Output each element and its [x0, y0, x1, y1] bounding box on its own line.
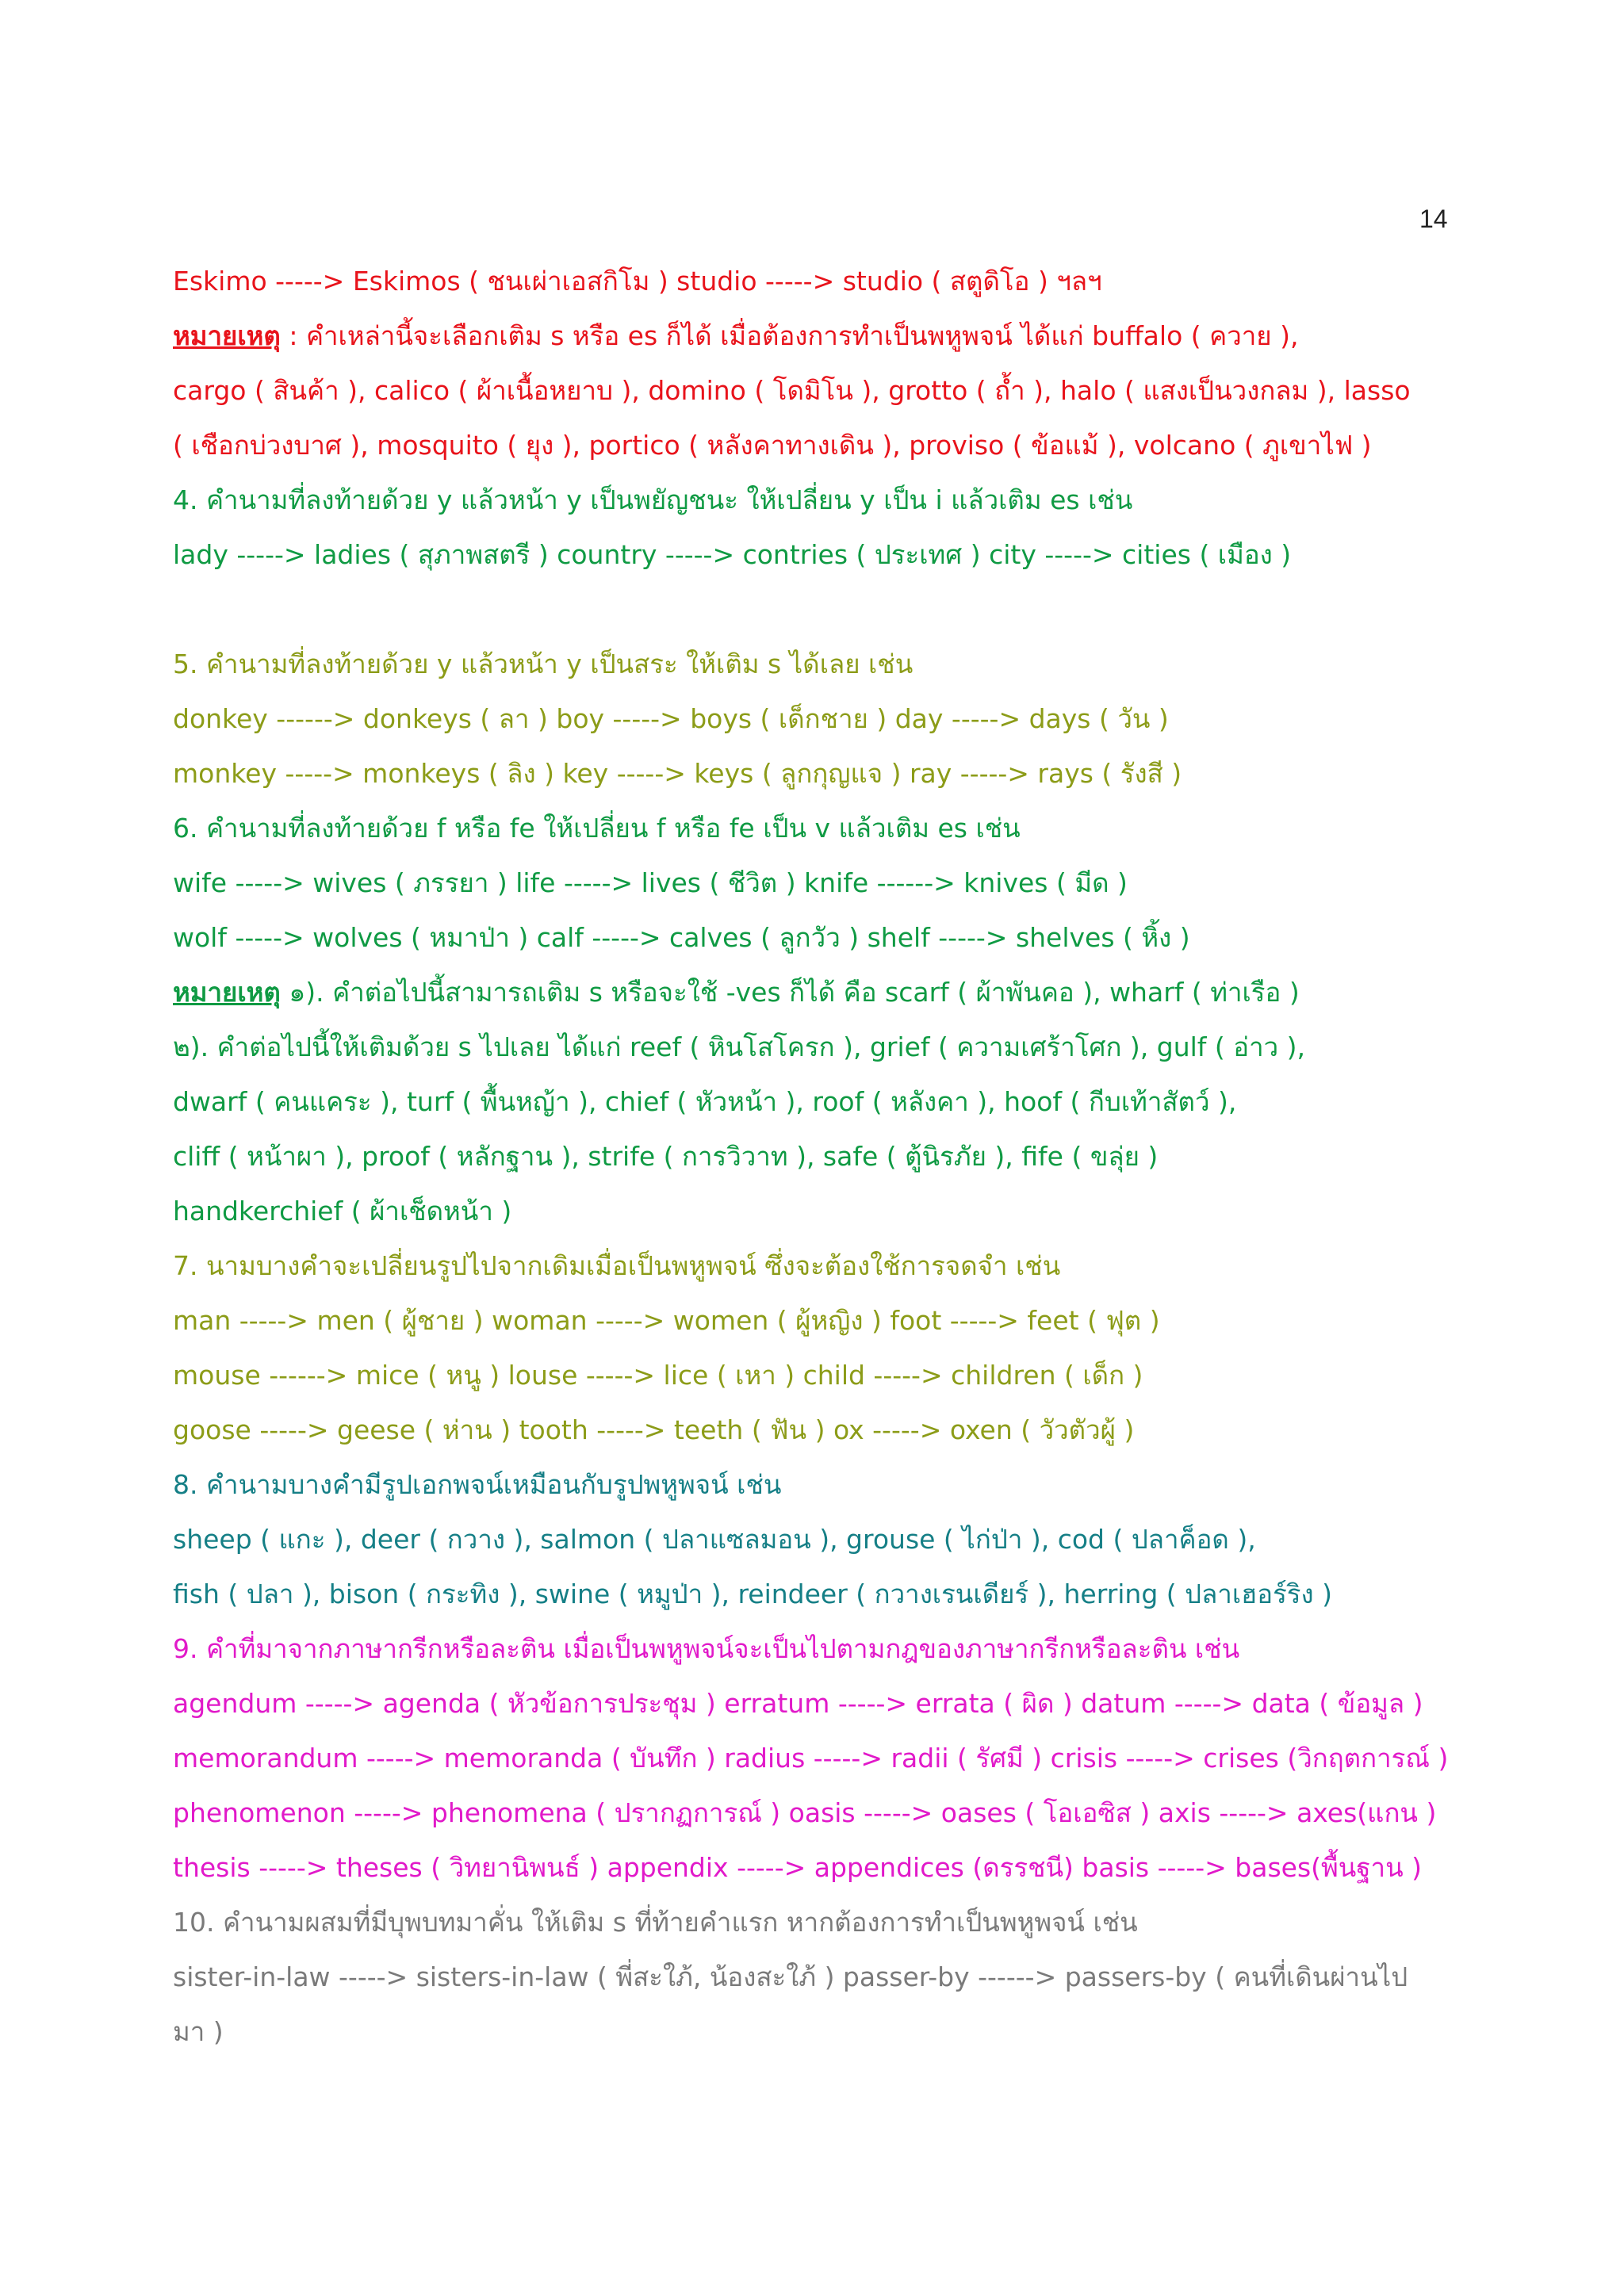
line-text: Eskimo -----> Eskimos ( ชนเผ่าเอสกิโม ) studio -----> studio ( สตูดิโอ ) ฯลฯ [173, 266, 1102, 297]
line-text: goose -----> geese ( ห่าน ) tooth -----> teeth ( ฟัน ) ox -----> oxen ( วัวตัวผู้ ) [173, 1414, 1135, 1445]
note-label: หมายเหตุ [173, 320, 281, 351]
line-text: handkerchief ( ผ้าเช็ดหน้า ) [173, 1196, 512, 1226]
text-line [173, 691, 1473, 746]
line-text: 9. คำที่มาจากภาษากรีกหรือละติน เมื่อเป็นพหูพจน์จะเป็นไปตามกฎของภาษากรีกหรือละติน เช่น [173, 1633, 1240, 1664]
text-line [173, 527, 1473, 582]
text-line [173, 965, 1473, 1020]
line-text: wife -----> wives ( ภรรยา ) life -----> lives ( ชีวิต ) knife ------> knives ( มีด ) [173, 867, 1128, 898]
line-text: thesis -----> theses ( วิทยานิพนธ์ ) appendix -----> appendices (ดรรชนี) basis -----> bases(พื้นฐาน ) [173, 1852, 1422, 1883]
text-line [173, 1676, 1473, 1731]
text-line [173, 1512, 1473, 1567]
line-text: man -----> men ( ผู้ชาย ) woman -----> women ( ผู้หญิง ) foot -----> feet ( ฟุต ) [173, 1305, 1160, 1336]
text-line [173, 1785, 1473, 1840]
text-line [173, 1129, 1473, 1184]
note-label: หมายเหตุ [173, 977, 281, 1008]
line-text: phenomenon -----> phenomena ( ปรากฏการณ์ ) oasis -----> oases ( โอเอซิส ) axis -----> axes(แกน ) [173, 1797, 1437, 1828]
text-line [173, 418, 1473, 473]
text-line [173, 801, 1473, 855]
text-line [173, 1348, 1473, 1402]
line-text: agendum -----> agenda ( หัวข้อการประชุม ) erratum -----> errata ( ผิด ) datum -----> data ( ข้อมูล ) [173, 1688, 1423, 1719]
document-body [173, 254, 1473, 2059]
line-text: 5. คำนามที่ลงท้ายด้วย y แล้วหน้า y เป็นสระ ให้เติม s ได้เลย เช่น [173, 649, 914, 679]
line-text: ( เชือกบ่วงบาศ ), mosquito ( ยุง ), portico ( หลังคาทางเดิน ), proviso ( ข้อแม้ ), volcano ( ภูเขาไฟ ) [173, 430, 1372, 461]
line-text: มา ) [173, 2016, 224, 2047]
text-line [173, 1293, 1473, 1348]
line-text: memorandum -----> memoranda ( บันทึก ) radius -----> radii ( รัศมี ) crisis -----> crises (วิกฤตการณ์ ) [173, 1743, 1449, 1774]
text-line [173, 2004, 1473, 2059]
text-line [173, 1457, 1473, 1512]
line-text: ๒). คำต่อไปนี้ให้เติมด้วย s ไปเลย ได้แก่ reef ( หินโสโครก ), grief ( ความเศร้าโศก ), gulf ( อ่าว ), [173, 1031, 1306, 1062]
line-text: ุ ๑). คำต่อไปนี้สามารถเติม s หรือจะใช้ -ves ก็ได้ คือ scarf ( ผ้าพันคอ ), wharf ( ท่าเรือ ) [280, 977, 1300, 1008]
text-line [173, 254, 1473, 308]
text-line [173, 746, 1473, 801]
line-text: sheep ( แกะ ), deer ( กวาง ), salmon ( ปลาแซลมอน ), grouse ( ไก่ป่า ), cod ( ปลาค็อด ), [173, 1524, 1256, 1555]
line-text: mouse ------> mice ( หนู ) louse -----> lice ( เหา ) child -----> children ( เด็ก ) [173, 1360, 1143, 1391]
page-number: 14 [1419, 205, 1448, 233]
line-text: 10. คำนามผสมที่มีบุพบทมาคั่น ให้เติม s ที่ท้ายคำแรก หากต้องการทำเป็นพหูพจน์ เช่น [173, 1907, 1138, 1938]
line-text: monkey -----> monkeys ( ลิง ) key -----> keys ( ลูกกุญแจ ) ray -----> rays ( รังสี ) [173, 758, 1182, 789]
text-line [173, 1731, 1473, 1785]
text-line [173, 1074, 1473, 1129]
text-line [173, 855, 1473, 910]
line-text: cargo ( สินค้า ), calico ( ผ้าเนื้อหยาบ ), domino ( โดมิโน ), grotto ( ถ้ำ ), halo ( แสงเป็นวงกลม ), lasso [173, 375, 1411, 406]
text-line [173, 363, 1473, 418]
line-text: sister-in-law -----> sisters-in-law ( พี่สะใภ้, น้องสะใภ้ ) passer-by ------> passers-by ( คนที่เดินผ่านไป [173, 1961, 1408, 1992]
line-text: : คำเหล่านี้จะเลือกเติม s หรือ es ก็ได้ เมื่อต้องการทำเป็นพหูพจน์ ได้แก่ buffalo ( ควาย ), [280, 320, 1299, 351]
text-line [173, 308, 1473, 363]
line-text: 8. คำนามบางคำมีรูปเอกพจน์เหมือนกับรูปพหูพจน์ เช่น [173, 1469, 782, 1500]
text-line [173, 1402, 1473, 1457]
line-text: cliff ( หน้าผา ), proof ( หลักฐาน ), strife ( การวิวาท ), safe ( ตู้นิรภัย ), fife ( ขลุ่ย ) [173, 1141, 1159, 1172]
text-line [173, 1184, 1473, 1238]
text-line [173, 910, 1473, 965]
text-line [173, 637, 1473, 691]
text-line [173, 1840, 1473, 1895]
line-text: donkey ------> donkeys ( ลา ) boy -----> boys ( เด็กชาย ) day -----> days ( วัน ) [173, 703, 1169, 734]
text-line [173, 1895, 1473, 1950]
line-text: dwarf ( คนแคระ ), turf ( พื้นหญ้า ), chief ( หัวหน้า ), roof ( หลังคา ), hoof ( กีบเท้าสัตว์ ), [173, 1086, 1237, 1117]
text-line [173, 1020, 1473, 1074]
text-line [173, 1567, 1473, 1621]
line-text: 6. คำนามที่ลงท้ายด้วย f หรือ fe ให้เปลี่ยน f หรือ fe เป็น v แล้วเติม es เช่น [173, 813, 1021, 844]
text-line [173, 1238, 1473, 1293]
text-line [173, 1621, 1473, 1676]
blank-line [173, 582, 1473, 637]
line-text: wolf -----> wolves ( หมาป่า ) calf -----> calves ( ลูกวัว ) shelf -----> shelves ( หิ้ง ) [173, 922, 1190, 953]
line-text: 4. คำนามที่ลงท้ายด้วย y แล้วหน้า y เป็นพยัญชนะ ให้เปลี่ยน y เป็น i แล้วเติม es เช่น [173, 484, 1133, 515]
text-line [173, 473, 1473, 527]
line-text: fish ( ปลา ), bison ( กระทิง ), swine ( หมูป่า ), reindeer ( กวางเรนเดียร์ ), herring ( ปลาเฮอร์ริง ) [173, 1578, 1333, 1609]
line-text: 7. นามบางคำจะเปลี่ยนรูปไปจากเดิมเมื่อเป็นพหูพจน์ ซึ่งจะต้องใช้การจดจำ เช่น [173, 1250, 1061, 1281]
line-text: lady -----> ladies ( สุภาพสตรี ) country -----> contries ( ประเทศ ) city -----> cities ( เมือง ) [173, 539, 1292, 570]
text-line [173, 1950, 1473, 2004]
